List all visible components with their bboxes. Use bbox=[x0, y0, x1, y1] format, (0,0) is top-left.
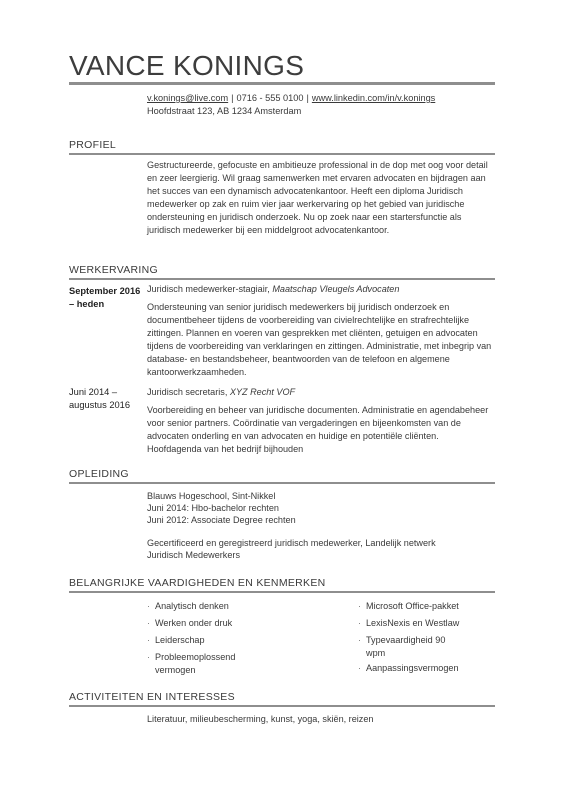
section-divider bbox=[69, 482, 495, 484]
email-link[interactable]: v.konings@live.com bbox=[147, 93, 229, 103]
skill-item bbox=[358, 662, 459, 675]
section-title-opleiding: OPLEIDING bbox=[69, 468, 129, 480]
candidate-name: VANCE KONINGS bbox=[69, 50, 305, 81]
skill-label: Microsoft Office-pakket bbox=[366, 601, 459, 611]
bullet: · bbox=[358, 618, 362, 628]
certification-line: Gecertificeerd en geregistreerd juridisch medewerker, Landelijk netwerk bbox=[147, 538, 436, 548]
skill-label: Leiderschap bbox=[155, 635, 205, 645]
job-title bbox=[147, 284, 399, 294]
skill-item bbox=[147, 634, 205, 647]
section-title-profiel: PROFIEL bbox=[69, 139, 117, 151]
job-company: Maatschap Vleugels Advocaten bbox=[272, 284, 400, 294]
section-title-vaardigheden: BELANGRIJKE VAARDIGHEDEN EN KENMERKEN bbox=[69, 577, 326, 589]
skill-item bbox=[147, 617, 232, 630]
skill-label: Werken onder druk bbox=[155, 618, 233, 628]
section-title-werkervaring: WERKERVARING bbox=[69, 264, 158, 276]
skill-label: Probleemoplossend vermogen bbox=[155, 652, 236, 675]
skill-item bbox=[147, 600, 229, 613]
education-line: Blauws Hogeschool, Sint-Nikkel bbox=[147, 491, 276, 501]
section-title-activiteiten: ACTIVITEITEN EN INTERESSES bbox=[69, 691, 235, 703]
bullet: · bbox=[358, 635, 362, 645]
certification-line: Juridisch Medewerkers bbox=[147, 550, 240, 560]
section-divider bbox=[69, 591, 495, 593]
bullet: · bbox=[147, 618, 151, 628]
job-role: Juridisch secretaris, bbox=[147, 387, 228, 397]
job-title bbox=[147, 387, 295, 397]
job-date: September 2016 – heden bbox=[69, 286, 141, 309]
skill-item bbox=[358, 634, 458, 659]
job-role: Juridisch medewerker-stagiair, bbox=[147, 284, 270, 294]
contact-separator: | bbox=[306, 93, 309, 103]
bullet: · bbox=[147, 601, 151, 611]
interests-text: Literatuur, milieubescherming, kunst, yoga, skiën, reizen bbox=[147, 714, 374, 724]
skill-label: Analytisch denken bbox=[155, 601, 229, 611]
linkedin-link[interactable]: www.linkedin.com/in/v.konings bbox=[311, 93, 436, 103]
education-line: Juni 2012: Associate Degree rechten bbox=[147, 515, 296, 525]
skill-label: Typevaardigheid 90 wpm bbox=[366, 635, 446, 658]
contact-line bbox=[147, 92, 435, 105]
job-description: Voorbereiding en beheer van juridische documenten. Administratie en agendabeheer voor senior partners. Coördinatie van vergaderingen en bijeenkomsten van de advocaten onderling en van advocaten en huidige en potentiële cliënten. Hoofdagenda van het bedrijf bijhouden bbox=[147, 405, 489, 454]
skill-label: LexisNexis en Westlaw bbox=[366, 618, 460, 628]
profile-text: Gestructureerde, gefocuste en ambitieuze professional in de dop met oog voor detail en zeer leergierig. Wil graag samenwerken met ervaren advocaten en bijdragen aan het succes van een dynamisch advocatenkantoor. Heeft een diploma Juridisch medewerker op zak en ruim vier jaar werkervaring op het gebied van juridische ondersteuning en juridisch onderzoek. Nu op zoek naar een startersfunctie als juridisch medewerker bij een middelgroot advocatenkantoor. bbox=[147, 160, 488, 235]
section-divider bbox=[69, 153, 495, 155]
job-company: XYZ Recht VOF bbox=[229, 387, 296, 397]
job-date: Juni 2014 – augustus 2016 bbox=[69, 387, 130, 410]
address: Hoofdstraat 123, AB 1234 Amsterdam bbox=[147, 106, 302, 116]
contact-block bbox=[147, 92, 435, 118]
name-divider bbox=[69, 82, 495, 85]
section-divider bbox=[69, 278, 495, 280]
bullet: · bbox=[147, 635, 151, 645]
education-line: Juni 2014: Hbo-bachelor rechten bbox=[147, 503, 279, 513]
bullet: · bbox=[358, 663, 362, 673]
bullet: · bbox=[147, 652, 151, 662]
contact-separator: | bbox=[231, 93, 234, 103]
skill-label: Aanpassingsvermogen bbox=[366, 663, 459, 673]
skill-item bbox=[147, 651, 250, 676]
phone-number: 0716 - 555 0100 bbox=[236, 93, 304, 103]
skill-item bbox=[358, 617, 459, 630]
bullet: · bbox=[358, 601, 362, 611]
skill-item bbox=[358, 600, 459, 613]
section-divider bbox=[69, 705, 495, 707]
job-description: Ondersteuning van senior juridisch medewerkers bij juridisch onderzoek en documentbeheer tijdens de voorbereiding van civielrechtelijke en strafrechtelijke zittingen. Plannen en voeren van gesprekken met cliënten, getuigen en advocaten tijdens de voorbereiding van verklaringen en zittingen. Administratie, met inbegrip van database- en bestandsbeheer, beantwoorden van de telefoon en algemene kantoorwerkzaamheden. bbox=[147, 302, 492, 377]
